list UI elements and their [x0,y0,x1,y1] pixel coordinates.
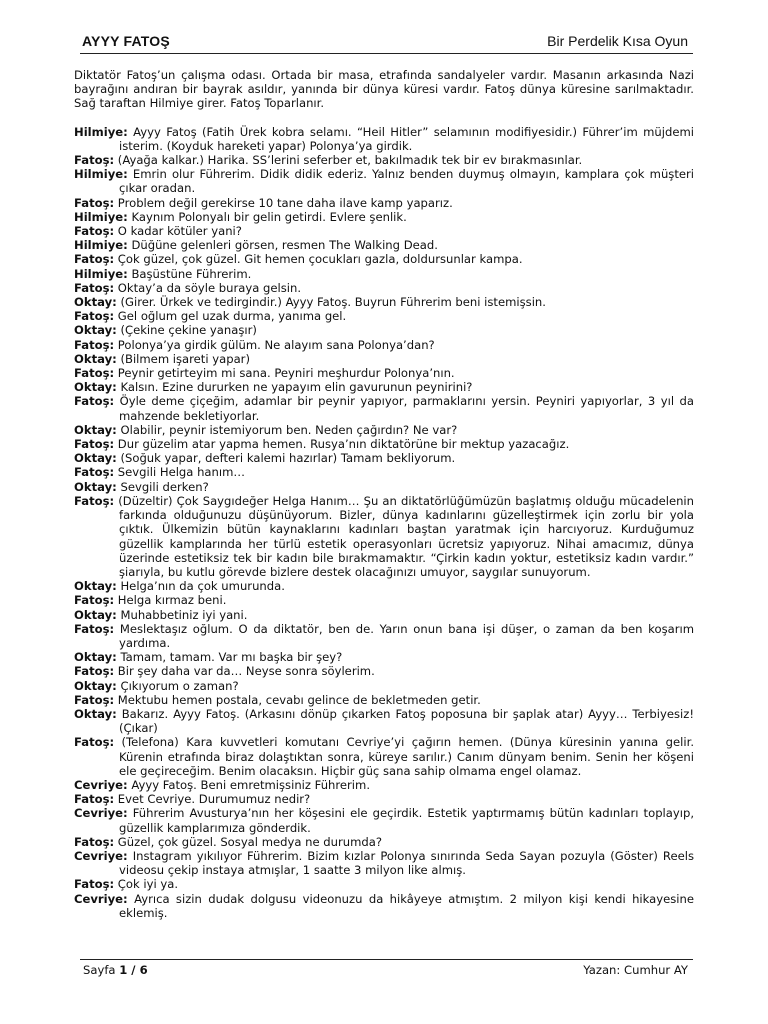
dialogue-line [74,267,694,281]
dialogue-text: Mektubu hemen postala, cevabı gelince de bekletmeden getir. [117,692,481,707]
page-number [83,963,148,977]
dialogue-text: (Telefona) Kara kuvvetleri komutanı Cevriye’yi çağırın hemen. (Dünya küresinin yanına gelir. Kürenin etrafında biraz dolaştıktan sonra, küreye sarılır.) Canım dünyam benim. Senin her köşeni ele geçireceğim. Benim olacaksın. Hiçbir güç sana sahip olmama engel olamaz. [119,735,695,778]
dialogue-line [74,394,694,422]
script-body [74,68,694,920]
dialogue-text: Sevgili derken? [120,479,209,494]
dialogue-text: Helga’nın da çok umurunda. [120,579,285,594]
dialogue-line [74,806,694,834]
dialogue-text: (Çekine çekine yanaşır) [120,323,257,338]
dialogue-text: Kalsın. Ezine dururken ne yapayım elin gavurunun peynirini? [120,380,473,395]
speaker-name: Fatoş: [74,394,115,409]
speaker-name: Cevriye: [74,891,128,906]
speaker-name: Fatoş: [74,621,115,636]
speaker-name: Oktay: [74,422,117,437]
dialogue-line [74,650,694,664]
document-title: AYYY FATOŞ [82,33,170,49]
page-count: 1 / 6 [119,963,148,977]
speaker-name: Cevriye: [74,777,128,792]
dialogue-text: Helga kırmaz beni. [117,593,227,608]
dialogue-line [74,693,694,707]
dialogue-text: Meslektaşız oğlum. O da diktatör, ben de. Yarın onun bana işi düşer, o zaman da ben koşarım yardıma. [119,621,694,650]
dialogue-line [74,608,694,622]
dialogue-list [74,125,694,920]
dialogue-line [74,593,694,607]
dialogue-line [74,153,694,167]
dialogue-line [74,210,694,224]
dialogue-text: Gel oğlum gel uzak durma, yanıma gel. [117,309,347,324]
speaker-name: Fatoş: [74,437,115,452]
dialogue-text: Emrin olur Führerim. Didik didik ederiz. Yalnız benden duymuş olmayın, kamplara çok müşteri çıkar oradan. [119,167,694,196]
speaker-name: Oktay: [74,451,117,466]
dialogue-line [74,622,694,650]
speaker-name: Cevriye: [74,848,128,863]
dialogue-line [74,792,694,806]
dialogue-line [74,224,694,238]
stage-direction-intro: Diktatör Fatoş’un çalışma odası. Ortada bir masa, etrafında sandalyeler vardır. Masanın arkasında Nazi bayrağını andıran bir bayrak asıldır, yanında bir dünya küresi vardır. Fatoş dünya küresine sarılmaktadır. Sağ taraftan Hilmiye girer. Fatoş Toparlanır. [74,68,694,111]
speaker-name: Oktay: [74,479,117,494]
dialogue-text: Çok iyi ya. [117,877,179,892]
dialogue-text: Peynir getirteyim mi sana. Peyniri meşhurdur Polonya’nın. [117,366,455,381]
dialogue-text: O kadar kötüler yani? [117,224,242,239]
dialogue-text: Kaynım Polonyalı bir gelin getirdi. Evlere şenlik. [131,209,407,224]
document-subtitle: Bir Perdelik Kısa Oyun [547,33,688,49]
speaker-name: Hilmiye: [74,167,128,182]
speaker-name: Fatoş: [74,593,115,608]
speaker-name: Fatoş: [74,337,115,352]
speaker-name: Oktay: [74,579,117,594]
speaker-name: Fatoş: [74,692,115,707]
speaker-name: Fatoş: [74,366,115,381]
dialogue-text: Oktay’a da söyle buraya gelsin. [117,280,302,295]
dialogue-text: Ayyy Fatoş. Beni emretmişsiniz Führerim. [131,777,371,792]
dialogue-line [74,338,694,352]
dialogue-line [74,664,694,678]
speaker-name: Fatoş: [74,465,115,480]
dialogue-line [74,849,694,877]
speaker-name: Hilmiye: [74,238,128,253]
speaker-name: Fatoş: [74,280,115,295]
speaker-name: Oktay: [74,607,117,622]
speaker-name: Hilmiye: [74,209,128,224]
dialogue-line [74,252,694,266]
dialogue-text: Başüstüne Führerim. [131,266,252,281]
speaker-name: Fatoş: [74,877,115,892]
dialogue-text: Dur güzelim atar yapma hemen. Rusya’nın diktatörüne bir mektup yazacağız. [117,437,570,452]
dialogue-text: Führerim Avusturya’nın her köşesini ele geçirdik. Estetik yaptırmamış bütün kadınları toplayıp, güzellik kamplarımıza gönderdik. [119,806,695,835]
dialogue-text: Bakarız. Ayyy Fatoş. (Arkasını dönüp çıkarken Fatoş poposuna bir şaplak atar) Ayyy… Terbiyesiz! (Çıkar) [119,706,695,736]
dialogue-line [74,892,694,920]
speaker-name: Fatoş: [74,834,115,849]
speaker-name: Oktay: [74,380,117,395]
speaker-name: Fatoş: [74,493,115,508]
author-credit: Yazan: Cumhur AY [583,963,688,977]
speaker-name: Fatoş: [74,224,115,239]
page-label: Sayfa [83,963,116,977]
dialogue-text: (Soğuk yapar, defteri kalemi hazırlar) Tamam bekliyorum. [120,451,456,466]
dialogue-line [74,238,694,252]
dialogue-text: (Ayağa kalkar.) Harika. SS’lerini seferber et, bakılmadık tek bir ev bırakmasınlar. [117,153,583,168]
dialogue-line [74,778,694,792]
speaker-name: Fatoş: [74,195,115,210]
dialogue-text: Tamam, tamam. Var mı başka bir şey? [120,650,343,665]
dialogue-text: Problem değil gerekirse 10 tane daha ilave kamp yaparız. [117,195,453,210]
dialogue-text: (Girer. Ürkek ve tedirgindir.) Ayyy Fatoş. Buyrun Führerim beni istemişsin. [120,295,546,310]
dialogue-text: Ayrıca sizin dudak dolgusu videonuzu da hikâyeye atmıştım. 2 milyon kişi kendi hikayesine eklemiş. [119,891,695,920]
dialogue-line [74,281,694,295]
dialogue-text: Olabilir, peynir istemiyorum ben. Neden çağırdın? Ne var? [120,422,458,437]
dialogue-line [74,707,694,735]
dialogue-line [74,835,694,849]
dialogue-line [74,380,694,394]
dialogue-text: Bir şey daha var da… Neyse sonra söylerim. [117,664,375,679]
dialogue-text: Çıkıyorum o zaman? [120,678,239,693]
dialogue-text: Ayyy Fatoş (Fatih Ürek kobra selamı. “Heil Hitler” selamının modifiyesidir.) Führer’im müjdemi isterim. (Koyduk hareketi yapar) Polonya’ya girdik. [119,124,694,153]
dialogue-line [74,679,694,693]
dialogue-line [74,451,694,465]
speaker-name: Oktay: [74,323,117,338]
dialogue-line [74,579,694,593]
dialogue-line [74,196,694,210]
page-header [80,33,693,54]
dialogue-line [74,125,694,153]
speaker-name: Oktay: [74,351,117,366]
dialogue-text: (Bilmem işareti yapar) [120,351,250,366]
dialogue-line [74,480,694,494]
dialogue-text: Öyle deme çiçeğim, adamlar bir peynir yapıyor, parmaklarını yersin. Peyniri yapıyorlar, 3 yıl da mahzende bekletiyorlar. [119,394,695,423]
speaker-name: Oktay: [74,706,117,721]
dialogue-line [74,877,694,891]
speaker-name: Oktay: [74,650,117,665]
dialogue-line [74,465,694,479]
dialogue-text: Muhabbetiniz iyi yani. [120,607,248,622]
speaker-name: Fatoş: [74,735,115,750]
dialogue-text: Instagram yıkılıyor Führerim. Bizim kızlar Polonya sınırında Seda Sayan pozuyla (Göster) Reels videosu çekip instaya atmışlar, 1 saatte 3 milyon like almış. [119,848,694,878]
page-footer [80,959,693,978]
dialogue-text: Evet Cevriye. Durumumuz nedir? [117,792,311,807]
speaker-name: Cevriye: [74,806,128,821]
dialogue-line [74,437,694,451]
speaker-name: Hilmiye: [74,124,128,139]
speaker-name: Fatoş: [74,664,115,679]
dialogue-text: Düğüne gelenleri görsen, resmen The Walking Dead. [131,238,438,253]
dialogue-line [74,366,694,380]
speaker-name: Oktay: [74,295,117,310]
speaker-name: Fatoş: [74,153,115,168]
speaker-name: Fatoş: [74,792,115,807]
dialogue-line [74,309,694,323]
dialogue-line [74,295,694,309]
dialogue-text: Çok güzel, çok güzel. Git hemen çocukları gazla, doldursunlar kampa. [117,252,523,267]
dialogue-text: Polonya’ya girdik gülüm. Ne alayım sana Polonya’dan? [117,337,435,352]
dialogue-text: Sevgili Helga hanım… [117,465,245,480]
dialogue-line [74,352,694,366]
dialogue-line [74,423,694,437]
dialogue-line [74,494,694,579]
speaker-name: Oktay: [74,678,117,693]
dialogue-line [74,167,694,195]
dialogue-text: (Düzeltir) Çok Saygıdeğer Helga Hanım… Şu an diktatörlüğümüzün başlatmış olduğu mücadelenin farkında olduğunuzu düşünüyorum. Bizler, dünya kadınlarını güzelleştirmek için zorlu bir yola çıktık. Ülkemizin bütün kaynaklarını kadınları baştan yaratmak için harcıyoruz. Kurduğumuz güzellik kamplarında her türlü estetik operasyonları ücretsiz yapıyoruz. Nihai amacımız, dünya üzerinde estetiksiz tek bir kadın bile bırakmamaktır. “Çirkin kadın yoktur, estetiksiz kadın vardır.” şiarıyla, bu kutlu görevde bizlere destek olacağınızı umuyor, saygılar sunuyorum. [118,493,694,579]
speaker-name: Hilmiye: [74,266,128,281]
dialogue-line [74,735,694,778]
speaker-name: Fatoş: [74,309,115,324]
dialogue-text: Güzel, çok güzel. Sosyal medya ne durumda? [117,834,383,849]
dialogue-line [74,323,694,337]
speaker-name: Fatoş: [74,252,115,267]
